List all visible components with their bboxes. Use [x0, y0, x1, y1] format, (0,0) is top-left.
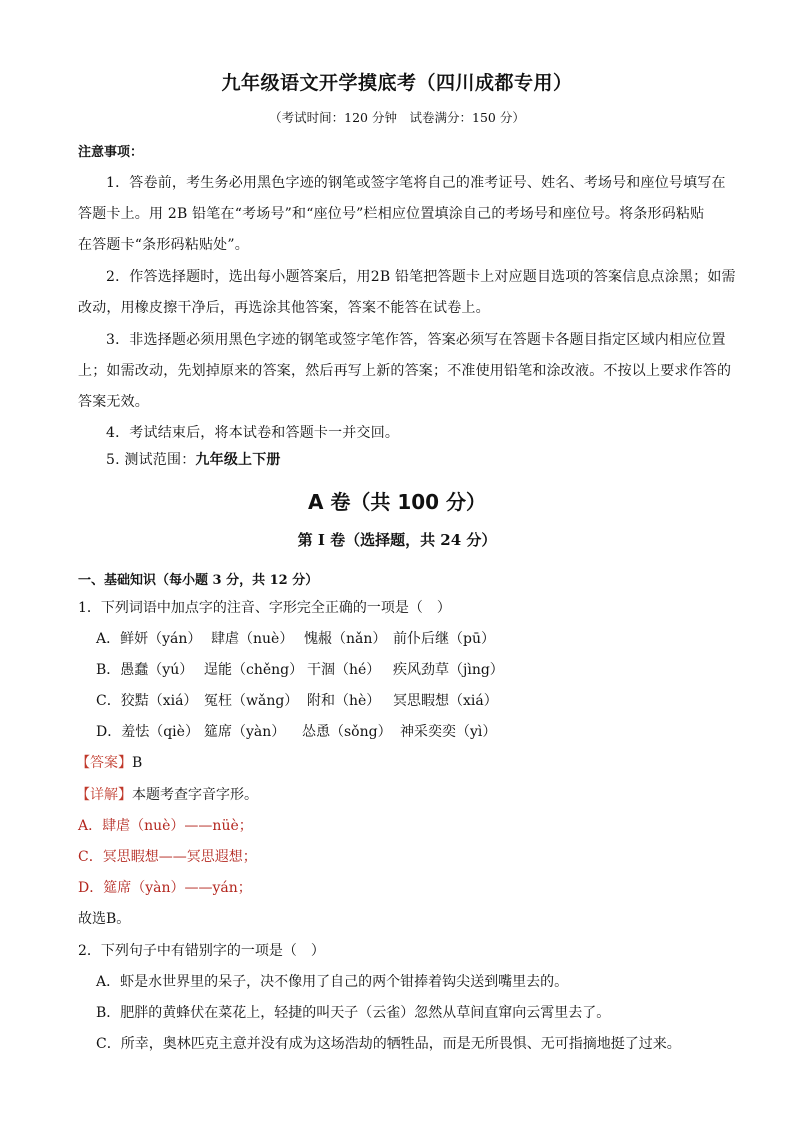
option-item: 前仆后继（pū）: [393, 631, 495, 647]
section-1-heading: 第 I 卷（选择题，共 24 分）: [297, 531, 497, 549]
option-item: A．鲜妍（yán）: [96, 631, 202, 647]
notice-line: 2．作答选择题时，选出每小题答案后，用2B 铅笔把答题卡上对应题目选项的答案信息点涂黑；如需: [106, 269, 736, 285]
option-item: 愧赧（nǎn）: [304, 631, 387, 647]
answer-line: [76, 752, 142, 772]
option-item: 筵席（yàn）: [204, 724, 286, 740]
page-title: 九年级语文开学摸底考（四川成都专用）: [221, 72, 573, 94]
option-item: 疾风劲草（jìng）: [393, 662, 504, 678]
option-item: 冥思睱想（xiá）: [393, 693, 498, 709]
option-item: 干涸（hé）: [307, 662, 381, 678]
question-2-option-b: B．肥胖的黄蜂伏在菜花上，轻捷的叫天子（云雀）忽然从草间直窜向云霄里去了。: [96, 1005, 611, 1021]
question-1-option-b: [96, 659, 504, 679]
test-scope-label: 5. 测试范围：: [106, 452, 196, 468]
option-item: 怂恿（sǒng）: [302, 724, 392, 740]
exam-info: （考试时间：120 分钟 试卷满分：150 分）: [269, 110, 525, 125]
option-item: 逞能（chěng）: [204, 662, 304, 678]
option-item: 冤枉（wǎng）: [204, 693, 299, 709]
question-1-option-c: [96, 690, 498, 710]
section-a-heading: A 卷（共 100 分）: [307, 490, 487, 514]
notice-heading: 注意事项：: [78, 145, 144, 160]
notice-line: 1．答卷前，考生务必用黑色字迹的钢笔或签字笔将自己的准考证号、姓名、考场号和座位号填写在: [106, 175, 726, 191]
test-scope-value: 九年级上下册: [195, 452, 281, 468]
option-item: 肆虐（nuè）: [211, 631, 294, 647]
question-1-option-a: [96, 628, 495, 648]
notice-line: 答题卡上。用 2B 铅笔在“考场号”和“座位号”栏相应位置填涂自己的考场号和座位号。将条形码粘贴: [78, 206, 705, 222]
notice-line: 在答题卡“条形码粘贴处”。: [78, 237, 249, 253]
notice-line: 改动，用橡皮擦干净后，再选涂其他答案，答案不能答在试卷上。: [78, 300, 490, 316]
notice-line: 4．考试结束后，将本试卷和答题卡一并交回。: [106, 425, 400, 441]
explanation-text: 本题考查字音字形。: [132, 787, 258, 803]
explanation-note: D．筵席（yàn）——yán；: [78, 880, 252, 896]
question-2-stem: 2．下列句子中有错别字的一项是（ ）: [78, 943, 325, 959]
explanation-note: C．冥思睱想——冥思遐想；: [78, 849, 257, 865]
question-2-option-a: A．虾是水世界里的呆子，决不像用了自己的两个钳捧着钩尖送到嘴里去的。: [96, 974, 569, 990]
answer-label: 【答案】: [76, 755, 132, 771]
option-item: B．愚蠢（yú）: [96, 662, 194, 678]
answer-value: B: [132, 755, 143, 771]
question-1-stem: 1．下列词语中加点字的注音、字形完全正确的一项是（ ）: [78, 600, 451, 616]
conclusion: 故选B。: [78, 911, 131, 927]
option-item: 附和（hè）: [307, 693, 381, 709]
explanation-line: [76, 784, 258, 804]
explanation-note: A．肆虐（nuè）——nüè；: [78, 818, 253, 834]
option-item: D．羞怯（qiè）: [96, 724, 199, 740]
test-scope: [106, 449, 281, 469]
question-1-option-d: [96, 721, 496, 741]
explanation-label: 【详解】: [76, 787, 132, 803]
part-heading: 一、基础知识（每小题 3 分，共 12 分）: [78, 573, 319, 588]
notice-line: 答案无效。: [78, 394, 149, 410]
question-2-option-c: C．所幸，奥林匹克主意并没有成为这场浩劫的牺牲品，而是无所畏惧、无可指摘地挺了过来。: [96, 1036, 681, 1052]
option-item: 神采奕奕（yì）: [400, 724, 497, 740]
notice-line: 3．非选择题必须用黑色字迹的钢笔或签字笔作答，答案必须写在答题卡各题目指定区域内相应位置: [106, 332, 726, 348]
notice-line: 上；如需改动，先划掉原来的答案，然后再写上新的答案；不准使用铅笔和涂改液。不按以上要求作答的: [78, 363, 732, 379]
option-item: C．狡黠（xiá）: [96, 693, 198, 709]
